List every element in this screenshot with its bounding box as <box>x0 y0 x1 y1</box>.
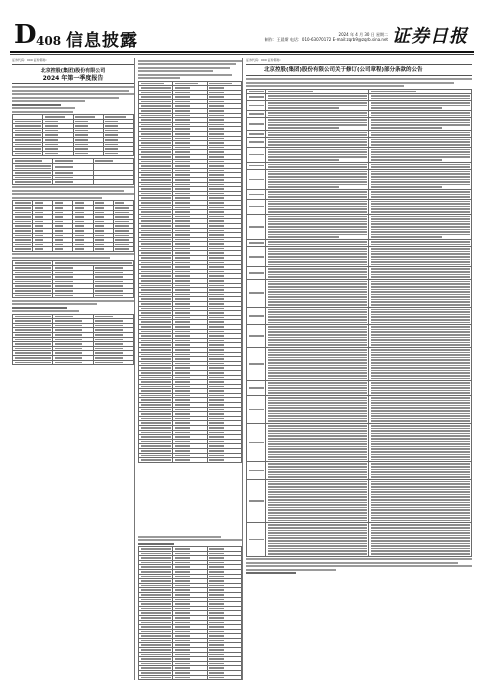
stock-code-line: 证券代码：000 证券简称： <box>12 58 49 62</box>
report-title: 2024 年第一季度报告 <box>42 75 104 82</box>
body-text-c <box>12 300 134 313</box>
report-header <box>12 64 134 84</box>
notice-closing <box>246 558 472 574</box>
section-title: 信息披露 <box>66 31 138 51</box>
consolidated-balance-sheet <box>138 81 242 463</box>
body-text-a <box>12 186 134 199</box>
contact-line: 制作：王晨斯 电话：010-63070172 E-mail:zqrb9@zqrb.sina.net <box>264 37 388 42</box>
issue-date: 2024 年 4 月 30 日 星期二 <box>338 32 388 37</box>
balance-sheet-table <box>12 314 134 366</box>
notice-title: 北京控股(集团)股份有限公司关于修订(公司章程)部分条款的公告 <box>264 67 423 73</box>
non-recurring-table <box>12 158 134 185</box>
column-financial-statements <box>138 58 243 680</box>
masthead <box>10 20 474 51</box>
financial-table <box>12 114 134 156</box>
column-articles-amendment <box>246 58 472 680</box>
shareholder-table-2 <box>12 260 134 298</box>
amendment-table <box>246 89 472 557</box>
column-quarterly-report <box>12 58 135 680</box>
page-code: D <box>14 20 37 50</box>
masthead-rule <box>10 51 474 53</box>
masthead-rule-thin <box>10 54 474 55</box>
notice-header <box>246 64 472 76</box>
cash-flow-section <box>138 534 242 680</box>
page-number: 408 <box>36 34 62 48</box>
statement-notes <box>138 60 242 80</box>
company-name: 北京控股(集团)股份有限公司 <box>40 68 106 74</box>
cash-flow-table <box>138 546 242 680</box>
shareholder-table <box>12 200 134 252</box>
stock-code-line-2: 证券代码：000 证券简称： <box>246 58 283 62</box>
notice-intro <box>246 78 472 87</box>
body-text-b <box>12 253 134 259</box>
newspaper-logo: 证券日报 <box>392 26 468 47</box>
intro-text <box>12 86 134 113</box>
